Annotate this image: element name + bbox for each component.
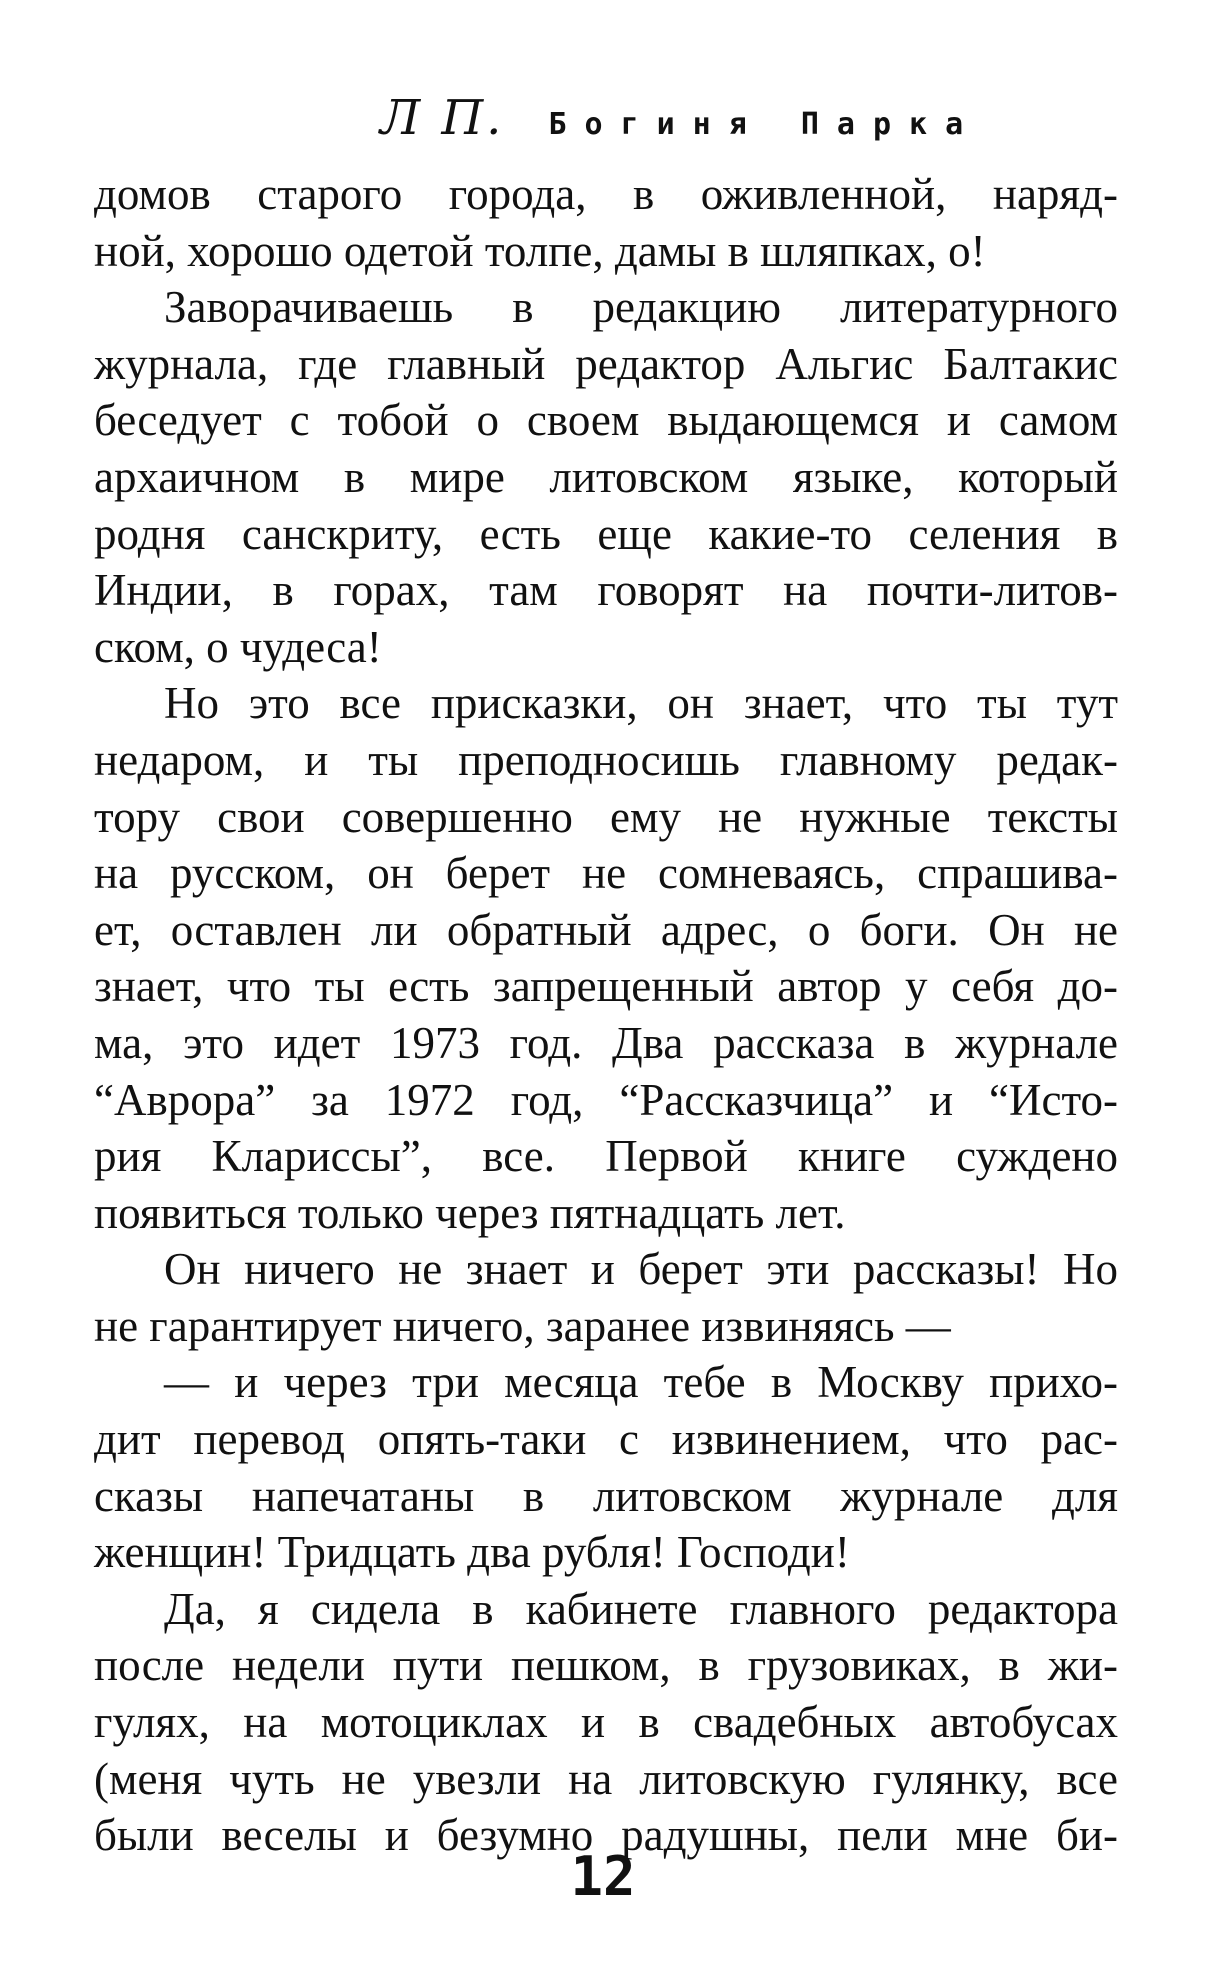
book-title: Богиня Парка bbox=[548, 107, 982, 142]
text-line: (меня чуть не увезли на литовскую гулянку, все bbox=[94, 1753, 1118, 1804]
text-line: журнала, где главный редактор Альгис Балтакис bbox=[94, 338, 1118, 389]
text-line: недаром, и ты преподносишь главному редак- bbox=[94, 734, 1118, 785]
running-header bbox=[380, 88, 982, 148]
text-line: ма, это идет 1973 год. Два рассказа в журнале bbox=[94, 1017, 1118, 1068]
text-line: ет, оставлен ли обратный адрес, о боги. Он не bbox=[94, 904, 1118, 955]
text-line: появиться только через пятнадцать лет. bbox=[94, 1187, 846, 1238]
author-initials: Л П. bbox=[380, 90, 505, 146]
page-body bbox=[94, 166, 1118, 1864]
text-line: гулях, на мотоциклах и в свадебных автобусах bbox=[94, 1697, 1118, 1748]
text-line: Индии, в горах, там говорят на почти-литов- bbox=[94, 565, 1118, 616]
text-line: на русском, он берет не сомневаясь, спрашива- bbox=[94, 848, 1118, 899]
text-line: знает, что ты есть запрещенный автор у себя до- bbox=[94, 961, 1118, 1012]
page-number: 12 bbox=[570, 1845, 636, 1908]
text-line: родня санскриту, есть еще какие-то селения в bbox=[94, 508, 1118, 559]
text-line: не гарантирует ничего, заранее извиняясь — bbox=[94, 1300, 951, 1351]
text-line: после недели пути пешком, в грузовиках, в жи- bbox=[94, 1640, 1118, 1691]
text-line: женщин! Тридцать два рубля! Господи! bbox=[94, 1527, 850, 1578]
text-line: тору свои совершенно ему не нужные тексты bbox=[94, 791, 1118, 842]
text-line: домов старого города, в оживленной, наряд- bbox=[94, 169, 1118, 219]
text-line: были веселы и безумно радушны, пели мне би- bbox=[94, 1810, 1118, 1861]
text-line: беседует с тобой о своем выдающемся и самом bbox=[94, 395, 1118, 446]
text-line: “Аврора” за 1972 год, “Рассказчица” и “Исто- bbox=[94, 1074, 1118, 1125]
text-line: ском, о чудеса! bbox=[94, 621, 382, 672]
text-line: Да, я сидела в кабинете главного редактора bbox=[164, 1583, 1118, 1634]
text-line: — и через три месяца тебе в Москву прихо- bbox=[164, 1357, 1118, 1408]
text-line: Он ничего не знает и берет эти рассказы! Но bbox=[164, 1244, 1118, 1295]
text-line: Но это все присказки, он знает, что ты тут bbox=[164, 678, 1118, 729]
text-line: рия Клариссы”, все. Первой книге суждено bbox=[94, 1131, 1118, 1182]
text-line: сказы напечатаны в литовском журнале для bbox=[94, 1470, 1118, 1521]
text-line: ной, хорошо одетой толпе, дамы в шляпках, о! bbox=[94, 225, 986, 276]
text-line: дит перевод опять-таки с извинением, что рас- bbox=[94, 1414, 1118, 1465]
text-line: архаичном в мире литовском языке, который bbox=[94, 451, 1118, 502]
text-line: Заворачиваешь в редакцию литературного bbox=[164, 282, 1118, 333]
